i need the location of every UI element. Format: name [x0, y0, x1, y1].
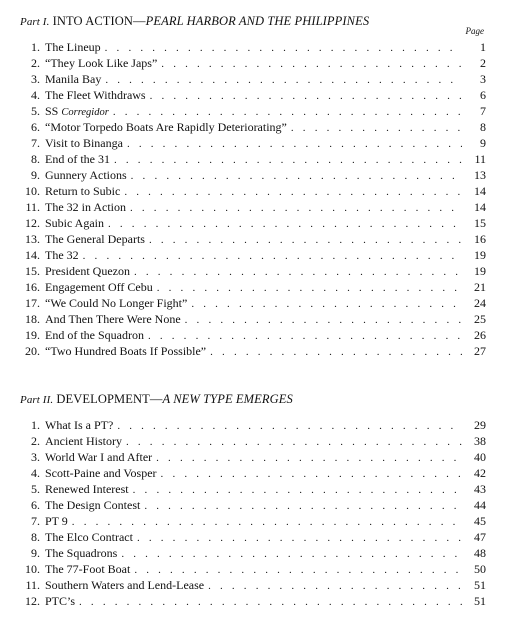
- entry-page-number: 44: [474, 498, 486, 512]
- entry-page-number: 51: [474, 578, 486, 592]
- entry-page-number: 24: [474, 296, 486, 310]
- dot-leader: [161, 56, 462, 72]
- toc-entry: [22, 103, 486, 119]
- part2-label: Part II.: [20, 394, 54, 406]
- entry-title: End of the 31: [45, 152, 110, 166]
- toc-entry: [22, 433, 486, 449]
- entry-page-number: 25: [474, 312, 486, 326]
- toc-entry: [22, 481, 486, 497]
- dot-leader: [133, 482, 462, 498]
- dot-leader: [72, 514, 462, 530]
- dot-leader: [108, 216, 462, 232]
- entry-page-number: 13: [474, 168, 486, 182]
- entry-title: Gunnery Actions: [45, 168, 127, 182]
- dot-leader: [134, 264, 462, 280]
- toc-entry: [22, 449, 486, 465]
- entry-page-number: 50: [474, 562, 486, 576]
- dot-leader: [161, 466, 462, 482]
- toc-entry: [22, 183, 486, 199]
- entry-title: Scott-Paine and Vosper: [45, 466, 157, 480]
- toc-entry: [22, 545, 486, 561]
- entry-title: President Quezon: [45, 264, 130, 278]
- entry-title: Southern Waters and Lend-Lease: [45, 578, 205, 592]
- toc-entry: [22, 279, 486, 295]
- entry-page-number: 26: [474, 328, 486, 342]
- dot-leader: [210, 344, 462, 360]
- toc-entry: [22, 295, 486, 311]
- toc-entry: [22, 151, 486, 167]
- entry-number: 3.: [31, 450, 40, 464]
- dot-leader: [157, 280, 462, 296]
- entry-page-number: 7: [480, 104, 486, 118]
- entry-page-number: 6: [480, 88, 486, 102]
- entry-number: 19.: [25, 328, 40, 342]
- dot-leader: [117, 418, 462, 434]
- entry-title: And Then There Were None: [45, 312, 181, 326]
- entry-title: End of the Squadron: [45, 328, 144, 342]
- entry-page-number: 27: [474, 344, 486, 358]
- entry-number: 12.: [25, 216, 40, 230]
- entry-number: 17.: [25, 296, 40, 310]
- entry-title: Ancient History: [45, 434, 122, 448]
- toc-entry: [22, 513, 486, 529]
- entry-number: 15.: [25, 264, 40, 278]
- entry-title-prefix: SS: [45, 104, 62, 118]
- entry-page-number: 9: [480, 136, 486, 150]
- part1-contents-list: [22, 39, 486, 359]
- part1-heading: [20, 14, 369, 29]
- dot-leader: [291, 120, 462, 136]
- entry-number: 3.: [31, 72, 40, 86]
- entry-number: 5.: [31, 482, 40, 496]
- entry-title: “We Could No Longer Fight”: [45, 296, 188, 310]
- entry-title: PTC’s: [45, 594, 76, 608]
- entry-page-number: 48: [474, 546, 486, 560]
- entry-number: 4.: [31, 466, 40, 480]
- part1-label: Part I.: [20, 16, 50, 28]
- entry-number: 10.: [25, 562, 40, 576]
- toc-entry: [22, 39, 486, 55]
- entry-title: The Elco Contract: [45, 530, 133, 544]
- entry-page-number: 3: [480, 72, 486, 86]
- dot-leader: [149, 232, 462, 248]
- entry-page-number: 47: [474, 530, 486, 544]
- toc-entry: [22, 247, 486, 263]
- entry-page-number: 21: [474, 280, 486, 294]
- toc-entry: [22, 263, 486, 279]
- entry-number: 14.: [25, 248, 40, 262]
- entry-number: 10.: [25, 184, 40, 198]
- part1-subtitle: PEARL HARBOR AND THE PHILIPPINES: [145, 14, 370, 28]
- part2-heading: [20, 392, 293, 407]
- entry-title: The General Departs: [45, 232, 145, 246]
- toc-entry: [22, 529, 486, 545]
- entry-number: 9.: [31, 546, 40, 560]
- entry-title: “They Look Like Japs”: [45, 56, 158, 70]
- entry-title: Subic Again: [45, 216, 104, 230]
- entry-title-italic: Corregidor: [61, 107, 109, 118]
- dot-leader: [124, 184, 462, 200]
- entry-number: 16.: [25, 280, 40, 294]
- entry-page-number: 14: [474, 184, 486, 198]
- entry-page-number: 45: [474, 514, 486, 528]
- toc-entry: [22, 167, 486, 183]
- page-column-label: Page: [465, 26, 484, 36]
- entry-title: The 32: [45, 248, 79, 262]
- toc-entry: [22, 119, 486, 135]
- entry-title: “Motor Torpedo Boats Are Rapidly Deteriorating”: [45, 120, 287, 134]
- entry-number: 1.: [31, 418, 40, 432]
- entry-title: What Is a PT?: [45, 418, 114, 432]
- entry-title: The Design Contest: [45, 498, 141, 512]
- entry-page-number: 40: [474, 450, 486, 464]
- entry-number: 11.: [25, 578, 40, 592]
- dot-leader: [105, 40, 462, 56]
- toc-entry: [22, 497, 486, 513]
- entry-page-number: 15: [474, 216, 486, 230]
- entry-page-number: 43: [474, 482, 486, 496]
- entry-number: 1.: [31, 40, 40, 54]
- dot-leader: [134, 562, 462, 578]
- entry-number: 6.: [31, 498, 40, 512]
- entry-number: 18.: [25, 312, 40, 326]
- entry-page-number: 19: [474, 248, 486, 262]
- dot-leader: [131, 168, 462, 184]
- entry-page-number: 19: [474, 264, 486, 278]
- entry-title: Renewed Interest: [45, 482, 129, 496]
- entry-title: “Two Hundred Boats If Possible”: [45, 344, 207, 358]
- entry-page-number: 14: [474, 200, 486, 214]
- toc-entry: [22, 71, 486, 87]
- entry-title: Return to Subic: [45, 184, 121, 198]
- entry-number: 6.: [31, 120, 40, 134]
- dot-leader: [126, 434, 462, 450]
- entry-page-number: 8: [480, 120, 486, 134]
- toc-entry: [22, 343, 486, 359]
- entry-title: The Squadrons: [45, 546, 118, 560]
- dot-leader: [137, 530, 462, 546]
- dot-leader: [150, 88, 462, 104]
- toc-entry: [22, 561, 486, 577]
- dot-leader: [148, 328, 462, 344]
- entry-title: The Lineup: [45, 40, 101, 54]
- entry-page-number: 29: [474, 418, 486, 432]
- toc-entry: [22, 311, 486, 327]
- part2-subtitle: A NEW TYPE EMERGES: [162, 392, 293, 406]
- toc-entry: [22, 55, 486, 71]
- entry-title: PT 9: [45, 514, 68, 528]
- dot-leader: [144, 498, 462, 514]
- entry-title: Visit to Binanga: [45, 136, 123, 150]
- dot-leader: [208, 578, 462, 594]
- entry-page-number: 51: [474, 594, 486, 608]
- entry-number: 12.: [25, 594, 40, 608]
- toc-entry: [22, 593, 486, 609]
- part1-title: INTO ACTION—: [52, 14, 146, 28]
- dot-leader: [113, 104, 462, 120]
- entry-number: 13.: [25, 232, 40, 246]
- entry-page-number: 1: [480, 40, 486, 54]
- toc-entry: [22, 327, 486, 343]
- entry-number: 8.: [31, 530, 40, 544]
- entry-number: 11.: [25, 200, 40, 214]
- toc-entry: [22, 199, 486, 215]
- entry-page-number: 2: [480, 56, 486, 70]
- toc-entry: [22, 215, 486, 231]
- dot-leader: [105, 72, 462, 88]
- toc-entry: [22, 135, 486, 151]
- entry-page-number: 16: [474, 232, 486, 246]
- part2-title: DEVELOPMENT—: [56, 392, 163, 406]
- dot-leader: [185, 312, 462, 328]
- entry-number: 8.: [31, 152, 40, 166]
- entry-number: 7.: [31, 136, 40, 150]
- entry-title: Engagement Off Cebu: [45, 280, 153, 294]
- entry-title: The 32 in Action: [45, 200, 126, 214]
- entry-page-number: 11: [474, 152, 486, 166]
- dot-leader: [130, 200, 462, 216]
- dot-leader: [79, 594, 462, 610]
- entry-number: 2.: [31, 434, 40, 448]
- entry-title: Manila Bay: [45, 72, 102, 86]
- entry-title: The 77-Foot Boat: [45, 562, 131, 576]
- entry-title: The Fleet Withdraws: [45, 88, 146, 102]
- dot-leader: [121, 546, 462, 562]
- dot-leader: [156, 450, 462, 466]
- dot-leader: [191, 296, 462, 312]
- toc-entry: [22, 231, 486, 247]
- dot-leader: [127, 136, 462, 152]
- toc-entry: [22, 465, 486, 481]
- entry-number: 2.: [31, 56, 40, 70]
- toc-entry: [22, 417, 486, 433]
- dot-leader: [114, 152, 462, 168]
- toc-entry: [22, 87, 486, 103]
- entry-number: 20.: [25, 344, 40, 358]
- entry-page-number: 42: [474, 466, 486, 480]
- entry-number: 5.: [31, 104, 40, 118]
- part2-contents-list: [22, 417, 486, 609]
- entry-page-number: 38: [474, 434, 486, 448]
- dot-leader: [83, 248, 462, 264]
- entry-number: 7.: [31, 514, 40, 528]
- entry-title: World War I and After: [45, 450, 153, 464]
- toc-entry: [22, 577, 486, 593]
- entry-number: 9.: [31, 168, 40, 182]
- entry-number: 4.: [31, 88, 40, 102]
